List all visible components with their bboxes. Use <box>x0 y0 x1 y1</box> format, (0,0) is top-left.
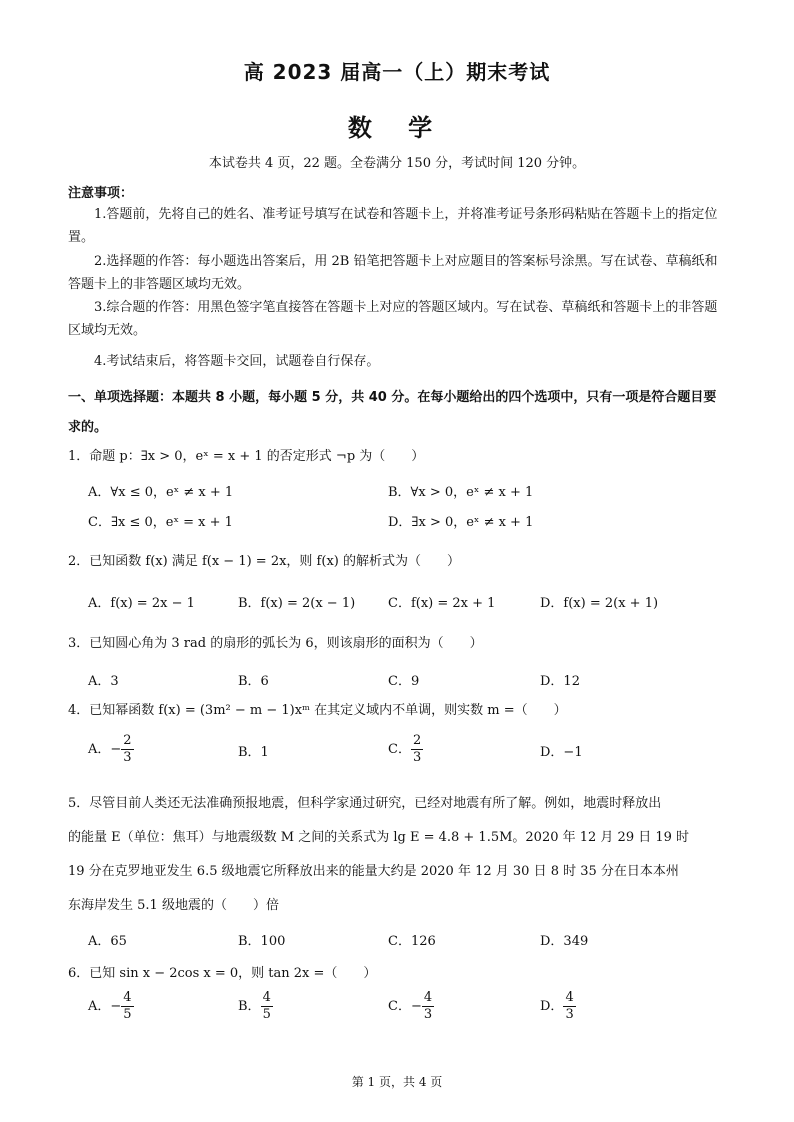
section-1-heading: 一、单项选择题：本题共 8 小题，每小题 5 分，共 40 分。在每小题给出的四个选项中，只有一项是符合题目要求的。 <box>68 390 717 435</box>
q6-option-d-fraction <box>563 990 575 1023</box>
q6-option-b-fraction <box>261 990 273 1023</box>
q3-option-d: D．12 <box>540 674 580 689</box>
question-5-line-4: 东海岸发生 5.1 级地震的（ ）倍 <box>68 898 279 913</box>
exam-info: 本试卷共 4 页，22 题。全卷满分 150 分，考试时间 120 分钟。 <box>208 156 586 171</box>
q6-option-b <box>238 990 273 1023</box>
page-footer: 第 1 页，共 4 页 <box>351 1075 443 1089</box>
q4-option-a <box>88 733 134 766</box>
q6-option-c <box>388 990 434 1023</box>
q4-a-denominator: 3 <box>123 750 132 765</box>
q4-c-numerator: 2 <box>412 733 422 748</box>
q3-option-a: A．3 <box>88 674 119 689</box>
notice-heading: 注意事项： <box>68 186 134 201</box>
q2-option-c: C．f(x) = 2x + 1 <box>388 596 496 611</box>
exam-title: 高 2023 届高一（上）期末考试 <box>243 60 551 84</box>
q1-option-b: B．∀x > 0，eˣ ≠ x + 1 <box>388 485 534 500</box>
q4-option-d: D．−1 <box>540 745 583 760</box>
q6-option-b-label: B． <box>238 999 261 1014</box>
q5-option-b: B．100 <box>238 934 286 949</box>
q5-option-a: A．65 <box>88 934 127 949</box>
q3-option-b: B．6 <box>238 674 269 689</box>
q6-option-a-fraction <box>121 990 133 1023</box>
q2-option-a: A．f(x) = 2x − 1 <box>88 596 195 611</box>
q6-d-numerator: 4 <box>565 990 574 1005</box>
q6-c-denominator: 3 <box>423 1007 433 1022</box>
question-2-stem: 2．已知函数 f(x) 满足 f(x − 1) = 2x，则 f(x) 的解析式为（ ） <box>68 554 460 569</box>
q1-option-c: C．∃x ≤ 0，eˣ = x + 1 <box>88 515 233 530</box>
q6-option-a-label: A．− <box>88 999 122 1014</box>
q4-option-b: B．1 <box>238 745 269 760</box>
question-4-stem: 4．已知幂函数 f(x) = (3m² − m − 1)xᵐ 在其定义域内不单调，则实数 m =（ ） <box>68 703 567 718</box>
q4-option-a-label: A．− <box>88 742 122 757</box>
q2-option-b: B．f(x) = 2(x − 1) <box>238 596 356 611</box>
question-5-line-3: 19 分在克罗地亚发生 6.5 级地震它所释放出来的能量大约是 2020 年 12 月 30 日 8 时 35 分在日本本州 <box>68 864 679 879</box>
q5-option-d: D．349 <box>540 934 589 949</box>
q5-option-c: C．126 <box>388 934 436 949</box>
q6-option-d <box>540 990 576 1023</box>
q6-option-c-label: C．− <box>388 999 422 1014</box>
q4-option-a-fraction <box>121 733 133 766</box>
notice-item-4: 4.考试结束后，将答题卡交回，试题卷自行保存。 <box>94 354 380 369</box>
question-6-stem: 6．已知 sin x − 2cos x = 0，则 tan 2x =（ ） <box>68 966 377 981</box>
question-1-stem: 1．命题 p：∃x > 0，eˣ = x + 1 的否定形式 ¬p 为（ ） <box>68 449 425 464</box>
q6-b-denominator: 5 <box>262 1007 271 1022</box>
q1-option-a: A．∀x ≤ 0，eˣ ≠ x + 1 <box>88 485 234 500</box>
q6-option-d-label: D． <box>540 999 564 1014</box>
subject-title: 数 学 <box>347 114 447 142</box>
q4-option-c-fraction <box>411 733 423 766</box>
notice-item-1: 1.答题前，先将自己的姓名、准考证号填写在试卷和答题卡上，并将准考证号条形码粘贴在答题卡上的指定位置。 <box>68 207 718 245</box>
q4-a-numerator: 2 <box>123 733 132 748</box>
notice-item-2: 2.选择题的作答：每小题选出答案后，用 2B 铅笔把答题卡上对应题目的答案标号涂黑。写在试卷、草稿纸和答题卡上的非答题区域均无效。 <box>68 254 718 292</box>
q6-option-c-fraction <box>422 990 434 1023</box>
q4-option-c-label: C． <box>388 742 411 757</box>
question-5-line-2: 的能量 E（单位：焦耳）与地震级数 M 之间的关系式为 lg E = 4.8 + 1.5M。2020 年 12 月 29 日 19 时 <box>68 830 690 845</box>
question-3-stem: 3．已知圆心角为 3 rad 的扇形的弧长为 6，则该扇形的面积为（ ） <box>68 636 483 651</box>
q3-option-c: C．9 <box>388 674 420 689</box>
q6-c-numerator: 4 <box>423 990 433 1005</box>
q6-b-numerator: 4 <box>262 990 271 1005</box>
q4-option-c <box>388 733 423 766</box>
q6-a-numerator: 4 <box>123 990 132 1005</box>
q6-d-denominator: 3 <box>565 1007 574 1022</box>
q4-c-denominator: 3 <box>412 750 422 765</box>
q1-option-d: D．∃x > 0，eˣ ≠ x + 1 <box>388 515 534 530</box>
q6-a-denominator: 5 <box>123 1007 132 1022</box>
q6-option-a <box>88 990 134 1023</box>
question-5-line-1: 5．尽管目前人类还无法准确预报地震，但科学家通过研究，已经对地震有所了解。例如，地震时释放出 <box>68 796 662 811</box>
q2-option-d: D．f(x) = 2(x + 1) <box>540 596 659 611</box>
notice-item-3: 3.综合题的作答：用黑色签字笔直接答在答题卡上对应的答题区域内。写在试卷、草稿纸和答题卡上的非答题区域均无效。 <box>68 300 718 338</box>
